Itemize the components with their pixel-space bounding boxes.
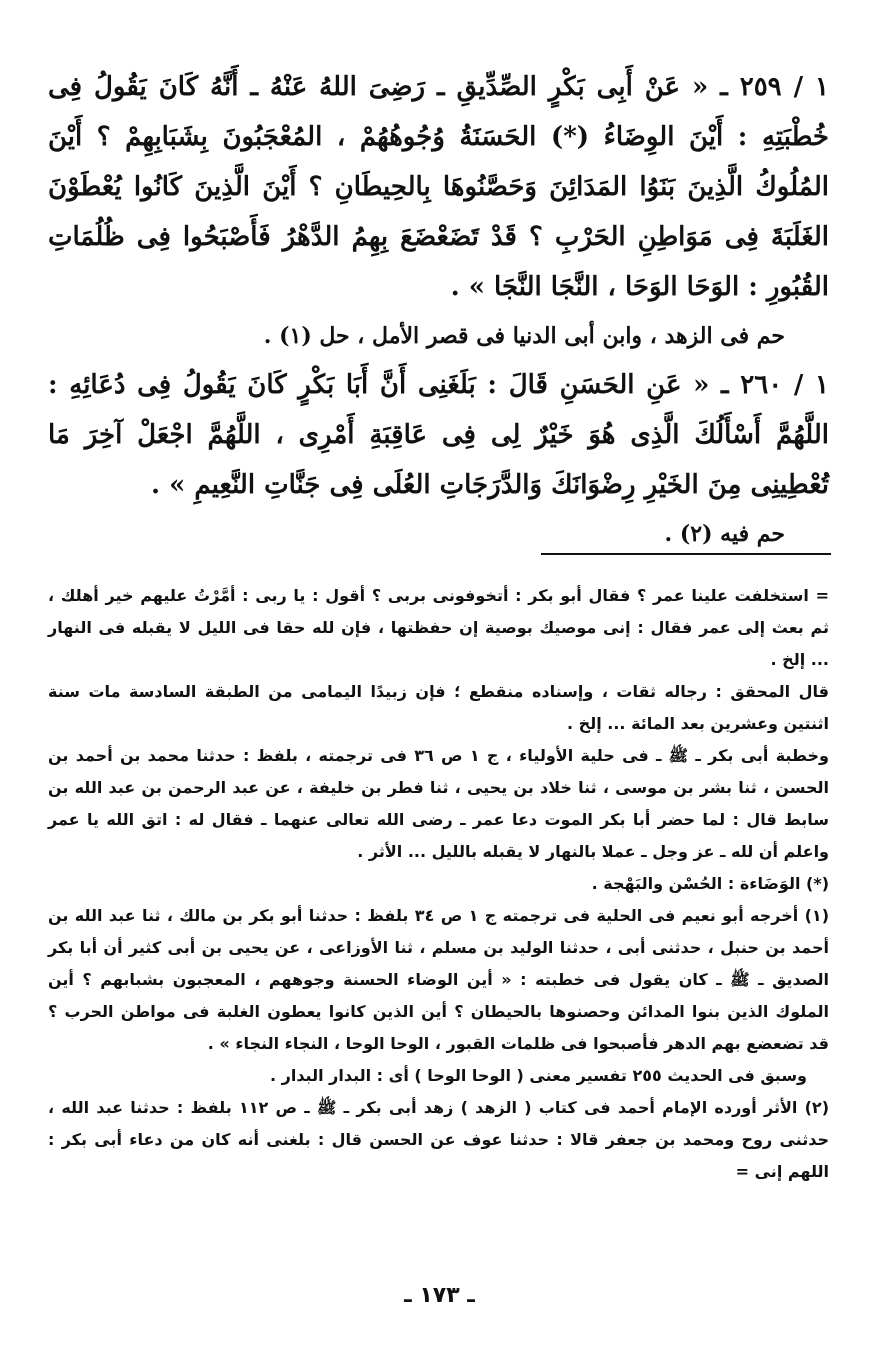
hadith-259: ١ / ٢٥٩ ـ « عَنْ أَبِى بَكْرٍ الصِّدِّيقِ ـ رَضِىَ اللهُ عَنْهُ ـ أَنَّهُ كَانَ يَقُولُ فِى خُطْبَتِهِ : أَيْنَ الوِضَاءُ (*) الحَسَنَةُ وُجُوهُهُمْ ، المُعْجَبُونَ بِشَبَابِهِمْ ؟ أَيْنَ المُلُوكُ الَّذِينَ بَنَوُا المَدَائِنَ وَحَصَّنُوهَا بِالحِيطَانِ ؟ أَيْنَ الَّذِينَ كَانُوا يُعْطَوْنَ الغَلَبَةَ فِى مَوَاطِنِ الحَرْبِ ؟ قَدْ تَضَعْضَعَ بِهِمُ الدَّهْرُ فَأَصْبَحُوا فِى ظُلُمَاتِ القُبُورِ : الوَحَا الوَحَا ، النَّجَا النَّجَا » . [48,72,829,302]
main-text [48,62,829,558]
footnote-divider [541,553,831,555]
footnote-continuation-1: = استخلفت علينا عمر ؟ فقال أبو بكر : أتخوفونى بربى ؟ أقول : يا ربى : أمَّرْتُ عليهم خير أهلك ، ثم بعث إلى عمر فقال : إنى موصيك بوصية إن حفظتها ، فإن لله حقا فى الليل لا يقبله فى النهار ... إلخ . [48,586,829,669]
page-number: ـ ١٧٣ ـ [404,1283,475,1308]
footnote-1-extra: وسبق فى الحديث ٢٥٥ تفسير معنى ( الوحا الوحا ) أى : البدار البدار . [269,1066,807,1085]
hadith-259-source: حم فى الزهد ، وابن أبى الدنيا فى قصر الأمل ، حل (١) . [263,323,785,349]
hadith-260-source: حم فيه (٢) . [664,521,785,547]
footnote-1: (١) أخرجه أبو نعيم فى الحلية فى ترجمته ج ١ ص ٣٤ بلفظ : حدثنا أبو بكر بن مالك ، ثنا عبد الله بن أحمد بن حنبل ، حدثنى أبى ، حدثنا الوليد بن مسلم ، ثنا الأوزاعى ، عن يحيى بن أبى كثير أن أبا بكر الصديق ـ ﷺ ـ كان يقول فى خطبته : « أين الوضاء الحسنة وجوههم ، المعجبون بشبابهم ؟ أين الملوك الذين بنوا المدائن وحصنوها بالحيطان ؟ أين الذين كانوا يعطون الغلبة فى مواطن الحرب ؟ قد تضعضع بهم الدهر فأصبحوا فى ظلمات القبور ، الوحا الوحا ، النجاء النجاء » . [48,906,829,1053]
footnote-continuation-2: قال المحقق : رجاله ثقات ، وإسناده منقطع ؛ فإن زبيدًا اليمامى من الطبقة السادسة مات سنة اثنتين وعشرين بعد المائة ... إلخ . [48,682,829,733]
footnote-star: (*) الوَضَاءة : الحُسْن والبَهْجة . [591,874,829,893]
footnotes [48,580,829,1188]
footnote-2: (٢) الأثر أورده الإمام أحمد فى كتاب ( الزهد ) زهد أبى بكر ـ ﷺ ـ ص ١١٢ بلفظ : حدثنا عبد الله ، حدثنى روح ومحمد بن جعفر قالا : حدثنا عوف عن الحسن قال : بلغنى أنه كان من دعاء أبى بكر : اللهم إنى = [48,1098,829,1181]
footnote-continuation-3: وخطبة أبى بكر ـ ﷺ ـ فى حلية الأولياء ، ج ١ ص ٣٦ فى ترجمته ، بلفظ : حدثنا محمد بن أحمد بن الحسن ، ثنا بشر بن موسى ، ثنا خلاد بن يحيى ، ثنا فطر بن خليفة ، عن عبد الرحمن بن عبد الله بن سابط قال : لما حضر أبا بكر الموت دعا عمر ـ رضى الله تعالى عنهما ـ فقال له : اتق الله يا عمر واعلم أن لله ـ عز وجل ـ عملا بالنهار لا يقبله بالليل ... الأثر . [48,746,829,861]
hadith-260: ١ / ٢٦٠ ـ « عَنِ الحَسَنِ قَالَ : بَلَغَنِى أَنَّ أَبَا بَكْرٍ كَانَ يَقُولُ فِى دُعَائِهِ : اللَّهُمَّ أَسْأَلُكَ الَّذِى هُوَ خَيْرٌ لِى فِى عَاقِبَةِ أَمْرِى ، اللَّهُمَّ اجْعَلْ آخِرَ مَا تُعْطِينِى مِنَ الخَيْرِ رِضْوَانَكَ وَالدَّرَجَاتِ العُلَى فِى جَنَّاتِ النَّعِيمِ » . [48,370,829,500]
